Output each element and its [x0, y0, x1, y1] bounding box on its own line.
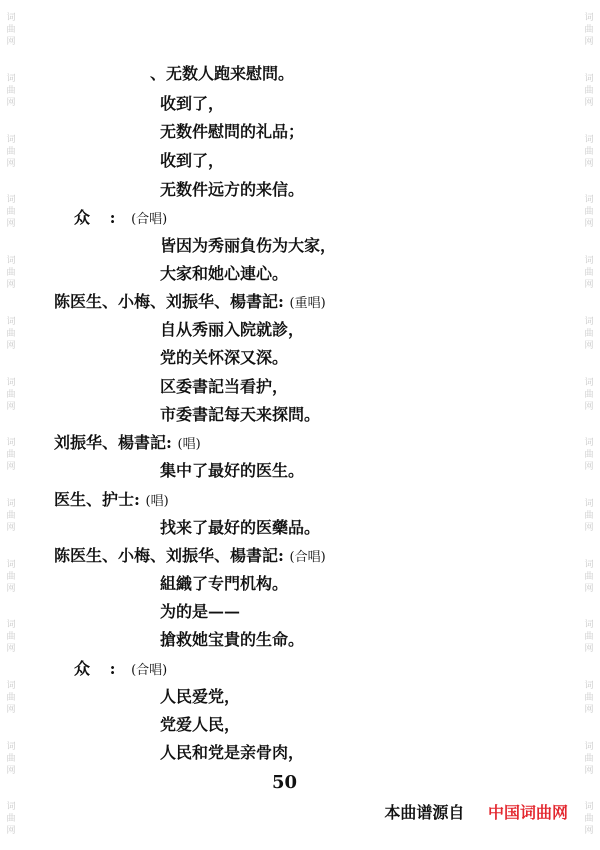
watermark-char: 词 [584, 195, 594, 206]
watermark-char: 网 [6, 340, 16, 351]
lyric-line: 无数件慰問的礼品； [160, 122, 305, 141]
watermark-mark [5, 498, 17, 534]
lyric-line: 找来了最好的医藥品。 [160, 518, 321, 537]
watermark-char: 网 [6, 401, 16, 412]
watermark-char: 曲 [6, 146, 16, 157]
watermark-char: 曲 [6, 571, 16, 582]
watermark-mark [5, 377, 17, 413]
watermark-char: 词 [6, 498, 16, 509]
watermark-char: 曲 [6, 207, 16, 218]
watermark-char: 词 [6, 74, 16, 85]
speaker-line: 陈医生、小梅、刘振华、楊書記: (重唱) [54, 292, 326, 311]
watermark-char: 词 [6, 741, 16, 752]
watermark-char: 词 [6, 681, 16, 692]
lyric-line: 大家和她心連心。 [160, 264, 289, 283]
watermark-char: 词 [6, 134, 16, 145]
left-watermark-strip [3, 0, 19, 850]
speaker-line: 刘振华、楊書記: (唱) [54, 433, 201, 452]
watermark-char: 网 [584, 98, 594, 109]
watermark-char: 曲 [584, 207, 594, 218]
lyric-line: 无数件远方的来信。 [160, 180, 305, 199]
watermark-char: 网 [584, 522, 594, 533]
page-number: 50 [272, 772, 298, 793]
lyric-line: 皆因为秀丽負伤为大家， [160, 236, 337, 255]
lyric-line: 搶救她宝貴的生命。 [160, 630, 305, 649]
watermark-mark [583, 680, 595, 716]
watermark-char: 词 [6, 13, 16, 24]
watermark-char: 曲 [584, 86, 594, 97]
watermark-char: 网 [584, 644, 594, 655]
watermark-char: 词 [584, 377, 594, 388]
lyric-line: 人民爱党， [160, 687, 241, 706]
watermark-char: 词 [584, 316, 594, 327]
speaker-line: 医生、护士: (唱) [54, 490, 169, 509]
lyric-line: 人民和党是亲骨肉， [160, 743, 305, 762]
lyric-line: 收到了， [160, 151, 225, 170]
watermark-mark [5, 559, 17, 595]
speaker-line: 众 : (合唱) [74, 208, 168, 227]
lyric-line: 、无数人跑来慰問。 [150, 64, 295, 83]
watermark-char: 曲 [6, 632, 16, 643]
watermark-char: 词 [584, 438, 594, 449]
watermark-char: 词 [584, 256, 594, 267]
watermark-char: 曲 [6, 268, 16, 279]
watermark-char: 词 [584, 681, 594, 692]
source-site-name: 中国词曲网 [487, 803, 568, 822]
watermark-char: 网 [6, 462, 16, 473]
watermark-char: 词 [584, 802, 594, 813]
lyric-line: 組織了专門机构。 [160, 574, 289, 593]
watermark-char: 网 [584, 705, 594, 716]
watermark-mark [5, 12, 17, 48]
watermark-mark [583, 377, 595, 413]
watermark-char: 曲 [584, 693, 594, 704]
watermark-char: 网 [584, 765, 594, 776]
watermark-char: 词 [584, 74, 594, 85]
watermark-mark [5, 194, 17, 230]
watermark-char: 曲 [584, 814, 594, 825]
watermark-char: 词 [6, 802, 16, 813]
speaker-line: 陈医生、小梅、刘振华、楊書記: (合唱) [54, 546, 326, 565]
watermark-mark [583, 134, 595, 170]
watermark-char: 曲 [584, 25, 594, 36]
watermark-mark [583, 741, 595, 777]
watermark-char: 曲 [584, 632, 594, 643]
watermark-mark [5, 741, 17, 777]
watermark-mark [5, 437, 17, 473]
watermark-char: 网 [584, 826, 594, 837]
watermark-mark [583, 498, 595, 534]
watermark-mark [5, 680, 17, 716]
watermark-char: 网 [584, 158, 594, 169]
watermark-mark [583, 801, 595, 837]
watermark-mark [583, 194, 595, 230]
watermark-char: 网 [584, 340, 594, 351]
watermark-char: 曲 [6, 389, 16, 400]
watermark-char: 词 [6, 559, 16, 570]
watermark-mark [5, 316, 17, 352]
watermark-char: 网 [6, 705, 16, 716]
source-credit [384, 800, 568, 823]
watermark-char: 曲 [584, 571, 594, 582]
watermark-char: 词 [584, 620, 594, 631]
watermark-char: 曲 [6, 510, 16, 521]
watermark-char: 曲 [6, 814, 16, 825]
lyric-line: 市委書記每天来探問。 [160, 405, 321, 424]
watermark-char: 网 [584, 37, 594, 48]
watermark-char: 曲 [584, 510, 594, 521]
watermark-char: 曲 [584, 389, 594, 400]
watermark-mark [583, 73, 595, 109]
watermark-char: 词 [6, 438, 16, 449]
watermark-char: 网 [584, 280, 594, 291]
watermark-char: 网 [6, 37, 16, 48]
watermark-char: 词 [6, 620, 16, 631]
watermark-mark [583, 12, 595, 48]
watermark-char: 网 [6, 280, 16, 291]
watermark-char: 词 [6, 256, 16, 267]
watermark-char: 网 [6, 98, 16, 109]
watermark-char: 网 [6, 765, 16, 776]
watermark-char: 曲 [6, 693, 16, 704]
watermark-mark [583, 559, 595, 595]
watermark-char: 网 [584, 583, 594, 594]
watermark-char: 词 [584, 559, 594, 570]
watermark-char: 网 [6, 522, 16, 533]
watermark-char: 曲 [6, 25, 16, 36]
watermark-char: 词 [584, 741, 594, 752]
watermark-char: 曲 [584, 268, 594, 279]
watermark-char: 网 [584, 401, 594, 412]
watermark-mark [5, 134, 17, 170]
watermark-char: 词 [6, 377, 16, 388]
lyric-line: 自从秀丽入院就診， [160, 320, 305, 339]
watermark-mark [583, 437, 595, 473]
watermark-char: 曲 [584, 328, 594, 339]
watermark-char: 网 [6, 644, 16, 655]
watermark-char: 曲 [6, 450, 16, 461]
watermark-char: 曲 [6, 86, 16, 97]
watermark-char: 曲 [584, 450, 594, 461]
lyric-line: 党的关怀深又深。 [160, 348, 289, 367]
watermark-char: 网 [584, 219, 594, 230]
source-prefix: 本曲谱源自 [384, 803, 465, 822]
watermark-mark [5, 619, 17, 655]
watermark-char: 网 [6, 826, 16, 837]
watermark-mark [5, 255, 17, 291]
watermark-mark [583, 255, 595, 291]
watermark-char: 词 [584, 498, 594, 509]
watermark-char: 曲 [6, 753, 16, 764]
watermark-char: 网 [584, 462, 594, 473]
watermark-mark [583, 316, 595, 352]
watermark-char: 曲 [6, 328, 16, 339]
watermark-mark [5, 73, 17, 109]
watermark-char: 词 [584, 13, 594, 24]
lyric-line: 区委書記当看护， [160, 377, 289, 396]
lyric-line: 集中了最好的医生。 [160, 461, 305, 480]
watermark-char: 曲 [584, 753, 594, 764]
speaker-line: 众 : (合唱) [74, 659, 168, 678]
watermark-mark [5, 801, 17, 837]
watermark-char: 词 [584, 134, 594, 145]
watermark-char: 网 [6, 219, 16, 230]
watermark-char: 词 [6, 195, 16, 206]
watermark-char: 网 [6, 583, 16, 594]
right-watermark-strip [581, 0, 597, 850]
watermark-char: 曲 [584, 146, 594, 157]
lyric-line: 收到了， [160, 94, 225, 113]
lyric-line: 为的是—— [160, 602, 241, 621]
watermark-char: 词 [6, 316, 16, 327]
lyric-line: 党爱人民， [160, 715, 241, 734]
watermark-mark [583, 619, 595, 655]
watermark-char: 网 [6, 158, 16, 169]
